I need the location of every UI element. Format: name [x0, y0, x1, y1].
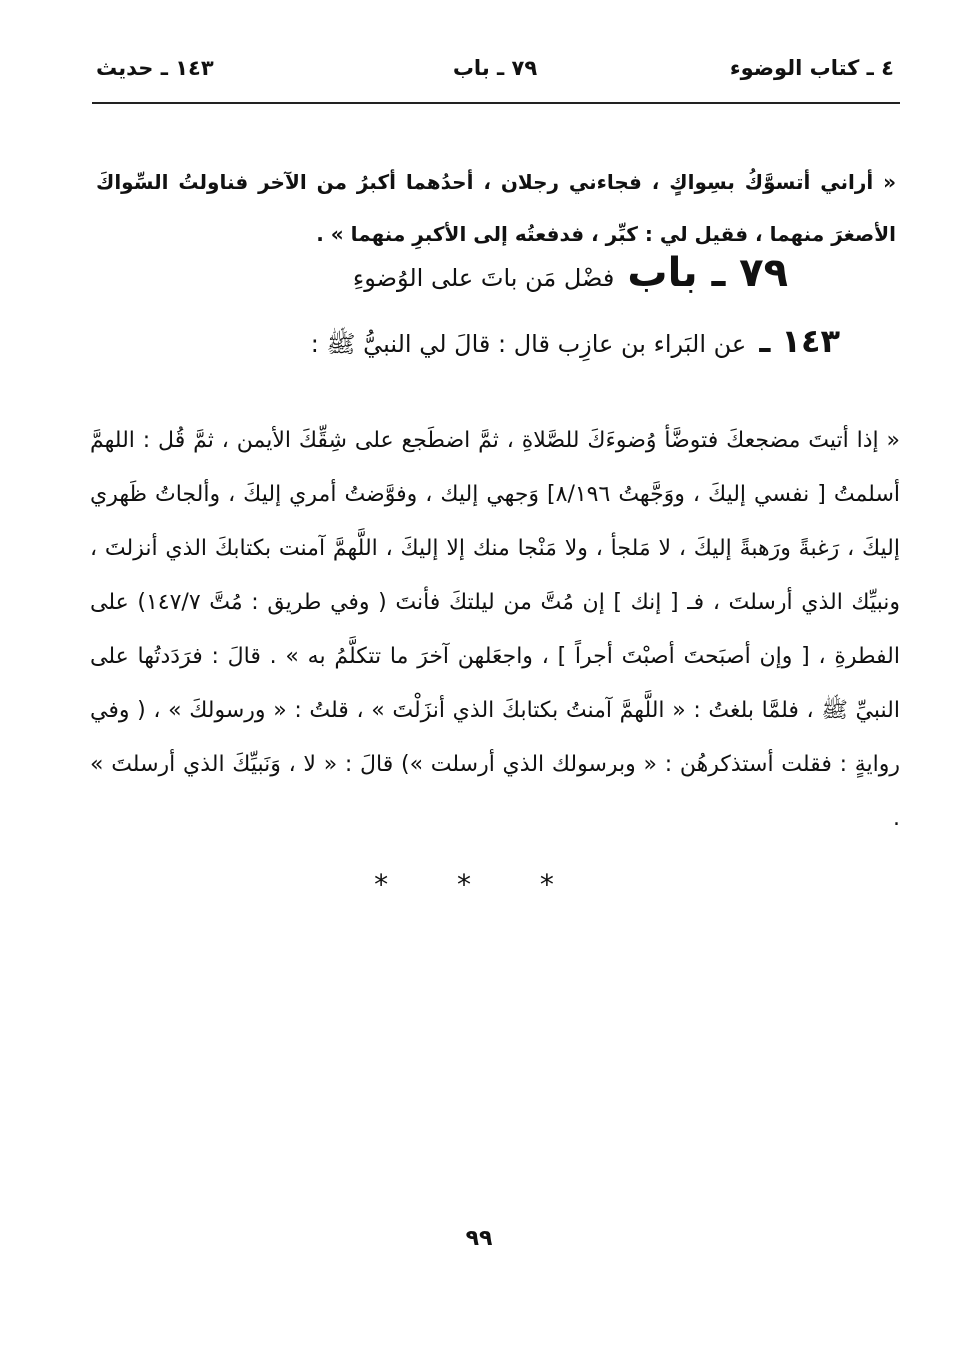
- section-separator: * * *: [374, 868, 584, 901]
- header-chapter: ٧٩ ـ باب: [452, 56, 538, 80]
- chapter-number: ٧٩ ـ باب: [627, 250, 788, 296]
- header-book-title: ٤ ـ كتاب الوضوء: [729, 56, 894, 80]
- chapter-heading: [353, 250, 788, 296]
- hadith-number: ١٤٣ ـ: [759, 322, 840, 360]
- header-hadith-number: ١٤٣ ـ حديث: [96, 56, 214, 80]
- page-number: ٩٩: [465, 1226, 493, 1251]
- hadith-heading: [311, 322, 840, 364]
- running-header: [96, 56, 894, 96]
- hadith-body: « إذا أتيتَ مضجعكَ فتوضَّأ وُضوءَكَ للصَّلاةِ ، ثمَّ اضطَجع على شِقِّكَ الأيمن ، ثمَّ قُل : اللهمَّ أسلمتُ [ نفسي إليكَ ، ووَجَّهتُ ٨/١٩٦] وَجهي إليك ، وفوَّضتُ أمري إليكَ ، وألجاتُ ظَهري إليكَ ، رَغبةً ورَهبةً إليكَ ، لا مَلجأ ، ولا مَنْجا منك إلا إليكَ ، اللَّهمَّ آمنت بكتابكَ الذي أنزلتَ ، ونبيِّك الذي أرسلتَ ، فـ [ إنك ] إن مُتَّ من ليلتكَ فأنتَ ( وفي طريق : مُتَّ ١٤٧/٧) على الفطرةِ ، [ وإن أصبَحتَ أصبْتَ أجراً ] ، واجعَلهن آخرَ ما تتكلَّمُ به » . قالَ : فرَدَدتُها على النبيِّ ﷺ ، فلمَّا بلغتُ : « اللَّهمَّ آمنتُ بكتابكَ الذي أنزَلْتَ » ، قلتُ : « ورسولكَ » ، ( وفي روايةٍ : فقلت أستذكرهُن : « وبرسولك الذي أرسلت ») قالَ : « لا ، وَنَبيِّكَ الذي أرسلتَ » .: [90, 428, 900, 831]
- previous-hadith-ending: « أراني أتسوَّكُ بسِواكٍ ، فجاءني رجلان ، أحدُهما أكبرُ من الآخر فناولتُ السِّواكَ الأصغرَ منهما ، فقيل لي : كبِّر ، فدفعتُه إلى الأكبرِ منهما » .: [96, 170, 896, 246]
- hadith-isnad: عن البَراء بن عازِب قال : قالَ لي النبيُّ ﷺ :: [310, 330, 747, 358]
- chapter-title: فضْل مَن باتَ على الوُضوءِ: [352, 264, 615, 292]
- header-rule: [92, 102, 900, 104]
